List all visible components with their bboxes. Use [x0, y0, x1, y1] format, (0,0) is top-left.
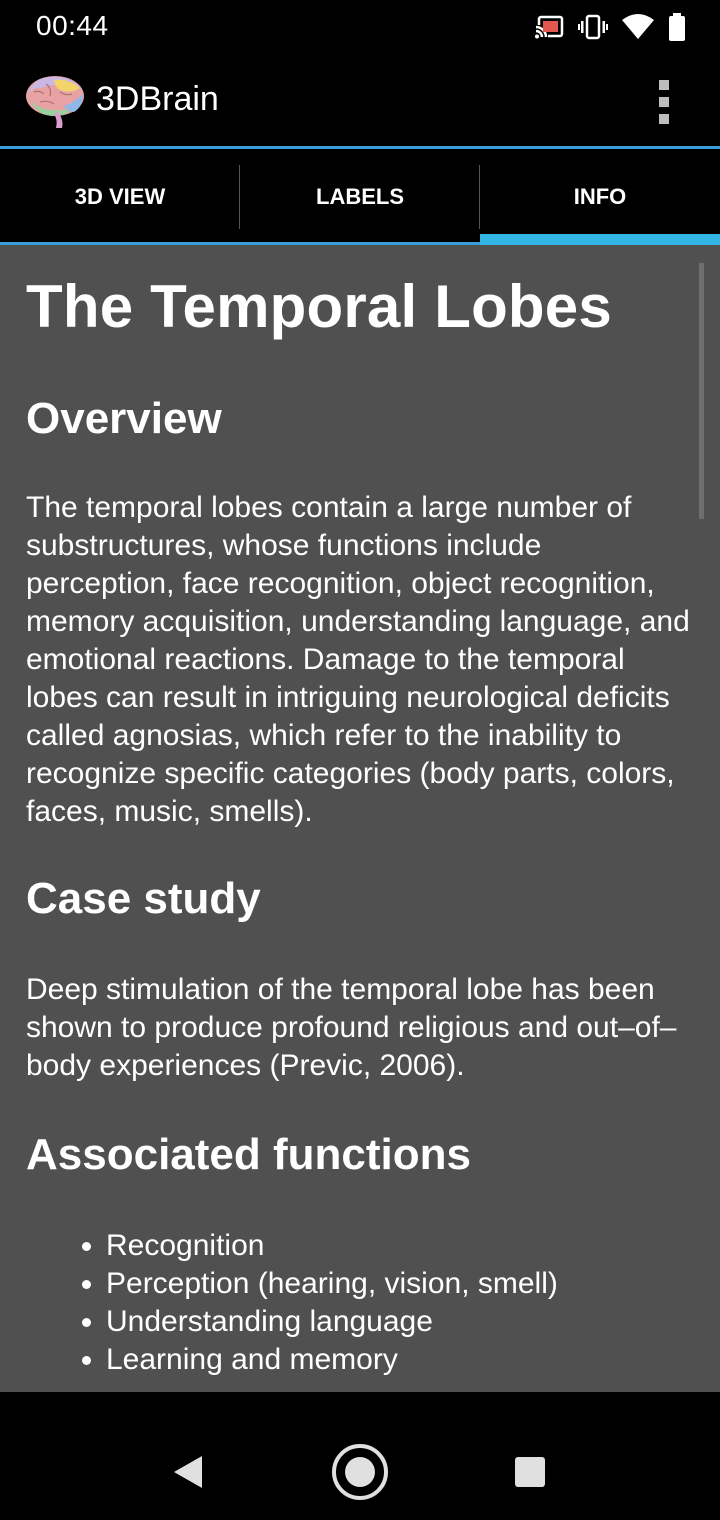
case-study-heading: Case study: [26, 874, 261, 923]
associated-functions-heading: Associated functions: [26, 1130, 471, 1179]
list-item: • Recognition: [106, 1227, 690, 1265]
wifi-icon: [622, 14, 654, 40]
cast-icon: [534, 15, 564, 39]
brain-logo: [24, 72, 88, 130]
tab-indicator-active: [480, 234, 720, 245]
tab-label: INFO: [573, 184, 627, 209]
list-item: • Understanding language: [106, 1303, 690, 1341]
tab-info[interactable]: [480, 149, 720, 245]
navigation-bar: [0, 1392, 720, 1520]
case-study-paragraph: Deep stimulation of the temporal lobe has been shown to produce profound religious and out–of–body experiences (Previc, 2006).: [26, 973, 677, 1082]
tab-label: 3D VIEW: [74, 184, 166, 209]
tab-labels[interactable]: [240, 149, 480, 245]
home-icon[interactable]: [330, 1442, 390, 1502]
page-title: The Temporal Lobes: [26, 273, 612, 340]
back-icon[interactable]: [172, 1454, 204, 1490]
tab-label: LABELS: [316, 184, 404, 209]
overview-heading: Overview: [26, 394, 222, 443]
tab-bar: [0, 149, 720, 245]
scrollbar[interactable]: [699, 263, 704, 519]
status-bar: [0, 0, 720, 54]
battery-icon: [668, 13, 686, 41]
overview-paragraph: The temporal lobes contain a large number of substructures, whose functions include perception, face recognition, object recognition, memory acquisition, understanding language, and emotional reactions. Damage to the temporal lobes can result in intriguing neurological deficits called agnosias, which refer to the inability to recognize specific categories (body parts, colors, faces, music, smells).: [26, 491, 690, 828]
info-content[interactable]: [0, 245, 720, 1392]
recents-icon[interactable]: [514, 1456, 546, 1488]
status-time: 00:44: [36, 10, 109, 41]
tab-3d-view[interactable]: [0, 149, 240, 245]
overflow-menu-icon[interactable]: [652, 80, 676, 124]
article: [26, 267, 690, 1379]
app-bar: [0, 54, 720, 149]
functions-list: [26, 1227, 690, 1379]
vibrate-icon: [578, 14, 608, 40]
list-item: • Learning and memory: [106, 1341, 690, 1379]
status-icons: [534, 12, 686, 42]
list-item: • Perception (hearing, vision, smell): [106, 1265, 690, 1303]
app-title: 3DBrain: [96, 80, 219, 118]
